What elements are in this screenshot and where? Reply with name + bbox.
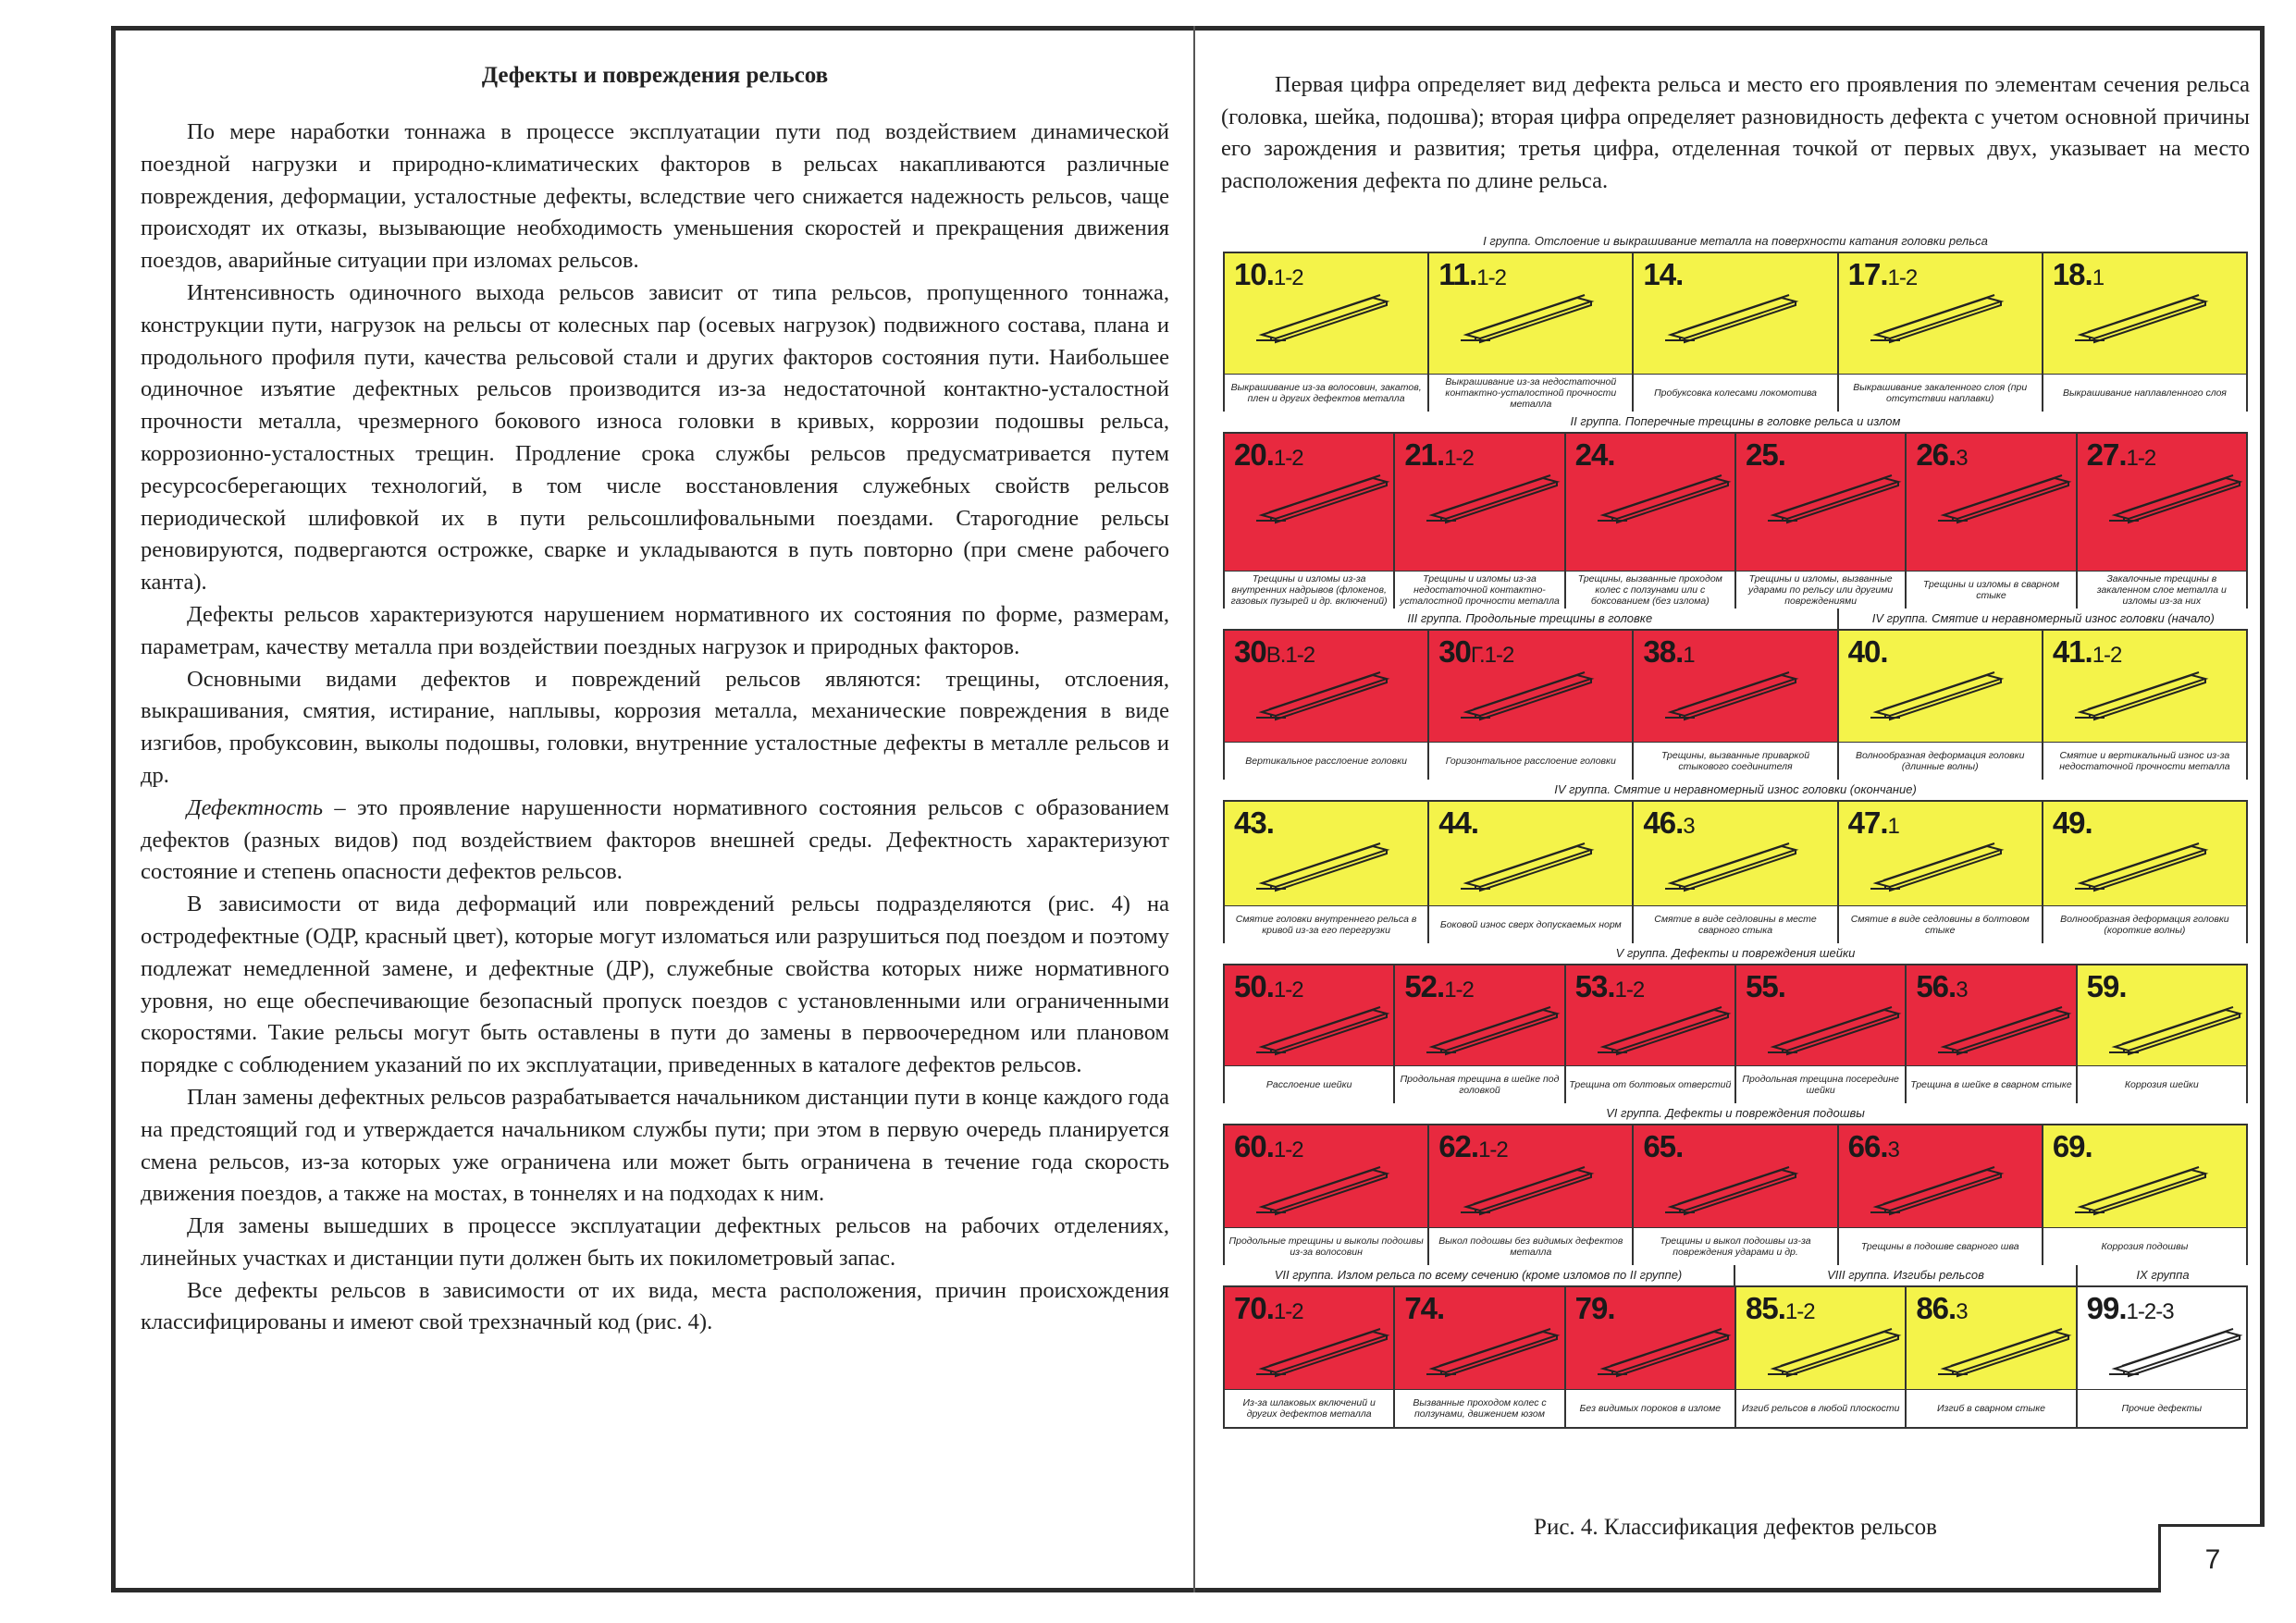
defect-code-sub: 1-2 (1273, 977, 1303, 1002)
defect-caption: Трещины и изломы из-за внутренних надрывов (флокенов, газовых пузырей и др. включений) (1225, 571, 1393, 609)
defect-caption: Коррозия шейки (2078, 1065, 2246, 1103)
defect-code-main: 85. (1745, 1291, 1785, 1325)
defect-code (1438, 634, 1513, 670)
defect-code-main: 46. (1643, 805, 1684, 840)
defect-cell (2043, 253, 2246, 412)
defect-code-sub: Г.1-2 (1470, 643, 1514, 668)
rail-drawing-icon (1764, 1001, 1903, 1061)
defect-illustration (1736, 965, 1905, 1065)
defect-code-sub: 3 (1956, 446, 1968, 471)
defect-cell (1566, 434, 1736, 609)
defect-classification-figure (1223, 231, 2248, 1429)
defect-code-sub: 1-2 (1444, 446, 1474, 471)
defect-code-main: 14. (1643, 257, 1684, 291)
defect-row (1223, 800, 2248, 943)
rail-drawing-icon (1594, 469, 1733, 529)
defect-caption: Прочие дефекты (2078, 1389, 2246, 1427)
defect-caption: Трещины и выкол подошвы из-за повреждения ударами и др. (1634, 1227, 1836, 1265)
defect-cell (1225, 1125, 1429, 1265)
defect-illustration (1225, 434, 1393, 571)
defect-code-main: 62. (1438, 1129, 1479, 1163)
defect-code (1643, 634, 1694, 670)
defect-illustration (2043, 1125, 2246, 1227)
defect-code-main: 52. (1404, 969, 1445, 1003)
rail-drawing-icon (1867, 837, 2006, 897)
group-header: VI группа. Дефекты и повреждения подошвы (1606, 1106, 1865, 1120)
defect-illustration (1839, 253, 2042, 374)
defect-code (2053, 1129, 2092, 1164)
defect-code-sub: В.1-2 (1265, 643, 1315, 668)
defect-illustration (1839, 631, 2042, 742)
defect-caption: Смятие в виде седловины в болтовом стыке (1839, 905, 2042, 943)
defect-caption: Трещины, вызванные приваркой стыкового соединителя (1634, 742, 1836, 780)
defect-illustration (2078, 1287, 2246, 1389)
defect-cell (1634, 631, 1838, 780)
rail-drawing-icon (1457, 666, 1596, 726)
defect-code (2053, 257, 2104, 292)
defect-caption: Выкрашивание закаленного слоя (при отсутствии наплавки) (1839, 374, 2042, 412)
defect-code (1848, 257, 1918, 292)
defect-illustration (2078, 965, 2246, 1065)
rail-drawing-icon (1457, 1161, 1596, 1221)
defect-illustration (1634, 253, 1836, 374)
defect-code (1234, 257, 1303, 292)
defect-cell (1225, 965, 1395, 1103)
defect-cell (1225, 802, 1429, 943)
rail-drawing-icon (1594, 1322, 1733, 1383)
defect-cell (1225, 253, 1429, 412)
defect-row (1223, 964, 2248, 1103)
defect-code (1404, 969, 1474, 1004)
rail-drawing-icon (1661, 289, 1800, 349)
defect-code-main: 21. (1404, 437, 1445, 472)
rail-drawing-icon (1253, 1161, 1391, 1221)
defect-code (1404, 1291, 1444, 1326)
defect-caption: Выкрашивание из-за недостаточной контактно-усталостной прочности металла (1429, 374, 1632, 412)
defect-cell (2043, 631, 2246, 780)
defect-illustration (2078, 434, 2246, 571)
defect-cell (1634, 253, 1838, 412)
paragraph: Для замены вышедших в процессе эксплуатации дефектных рельсов на рабочих отделениях, линейных участках и дистанции пути должен быть их покилометровый запас. (141, 1213, 1169, 1271)
rail-drawing-icon (1867, 666, 2006, 726)
defect-cell (1736, 434, 1907, 609)
defect-caption: Пробуксовка колесами локомотива (1634, 374, 1836, 412)
defect-caption: Из-за шлаковых включений и других дефектов металла (1225, 1389, 1393, 1427)
defect-code-main: 99. (2086, 1291, 2127, 1325)
defect-code-main: 53. (1574, 969, 1615, 1003)
defect-code-sub: 1-2 (1273, 1299, 1303, 1324)
rail-drawing-icon (1253, 469, 1391, 529)
defect-code (1575, 1291, 1615, 1326)
defect-code (1643, 257, 1683, 292)
defect-code-sub: 1-2 (2092, 643, 2122, 668)
defect-code-sub: 1-2 (1784, 1299, 1815, 1324)
defect-code (1916, 1291, 1967, 1326)
defect-code-sub: 1-2 (1478, 1137, 1508, 1162)
defect-cell (2043, 1125, 2246, 1265)
rail-drawing-icon (1253, 289, 1391, 349)
rail-drawing-icon (1253, 1322, 1391, 1383)
defect-code (1575, 969, 1645, 1004)
defect-code (1848, 805, 1899, 841)
defect-code-main: 30 (1234, 634, 1266, 669)
group-header: III группа. Продольные трещины в головке (1407, 611, 1653, 625)
defect-caption: Выкол подошвы без видимых дефектов металла (1429, 1227, 1632, 1265)
defect-code-sub: 1-2 (1887, 265, 1918, 290)
defect-caption: Коррозия подошвы (2043, 1227, 2246, 1265)
defect-code-sub: 3 (1956, 1299, 1968, 1324)
group-header: VIII группа. Изгибы рельсов (1734, 1265, 2076, 1285)
defect-code-main: 38. (1643, 634, 1684, 669)
defect-code-main: 27. (2086, 437, 2127, 472)
defect-row (1223, 1285, 2248, 1429)
defect-caption: Выкрашивание наплавленного слоя (2043, 374, 2246, 412)
rail-drawing-icon (2105, 1001, 2244, 1061)
rail-drawing-icon (2071, 666, 2210, 726)
defect-cell (1907, 965, 2077, 1103)
group-header: V группа. Дефекты и повреждения шейки (1615, 946, 1856, 960)
page-number: 7 (2158, 1524, 2265, 1592)
defect-cell (1395, 965, 1565, 1103)
page-title: Дефекты и повреждения рельсов (481, 63, 829, 88)
defect-code (2053, 805, 2092, 841)
defect-illustration (1429, 802, 1632, 905)
rail-drawing-icon (1423, 469, 1562, 529)
defect-code-main: 59. (2086, 969, 2127, 1003)
defect-code-main: 55. (1745, 969, 1785, 1003)
defect-code (1746, 1291, 1815, 1326)
paragraph: Интенсивность одиночного выхода рельсов зависит от типа рельсов, пропущенного тоннажа, конструкции пути, нагрузок на рельсы от колесных пар (осевых нагрузок) подвижного состава, плана и продольного профиля пути, качества рельсовой стали и других факторов состояния пути. Наибольшее одиночное изъятие дефектных рельсов производится из-за недостаточной контактно-усталостной прочности металла, чрезмерного бокового износа головки в кривых, коррозии подошвы рельса, коррозионно-усталостных трещин. Продление срока службы рельсов предусматривается путем ресурсосберегающих технологий, в том числе восстановления служебных свойств рельсов периодической шлифовкой их в пути рельсошлифовальными поездами. Старогодние рельсы реновируются, подвергаются острожке, сварке и укладываются в путь повторно (при смене рабочего канта). (141, 279, 1169, 596)
defect-illustration (1566, 434, 1734, 571)
defect-code-main: 79. (1574, 1291, 1615, 1325)
defect-caption: Горизонтальное расслоение головки (1429, 742, 1632, 780)
defect-illustration (1907, 1287, 2075, 1389)
group-header-row (1223, 609, 2248, 629)
defect-code-sub: 1 (1887, 814, 1899, 839)
defect-caption: Продольная трещина посередине шейки (1736, 1065, 1905, 1103)
defect-caption: Трещины и изломы в сварном стыке (1907, 571, 2075, 609)
defect-cell (2043, 802, 2246, 943)
defect-code (1575, 437, 1615, 473)
defect-illustration (2043, 802, 2246, 905)
defect-code-main: 74. (1404, 1291, 1445, 1325)
defect-cell (1839, 253, 2043, 412)
defect-cell (1395, 1287, 1565, 1427)
defect-row (1223, 1124, 2248, 1265)
defect-cell (1225, 1287, 1395, 1427)
paragraph: По мере наработки тоннажа в процессе эксплуатации пути под воздействием динамической поездной нагрузки и природно-климатических факторов в рельсах накапливаются различные повреждения, деформации, усталостные дефекты, вследствие чего снижается надежность рельсов, чаще происходят их отказы, вызывающие необходимость уменьшения скоростей и прекращения движения поездов, аварийные ситуации при изломах рельсов. (141, 119, 1169, 274)
defect-caption: Боковой износ сверх допускаемых норм (1429, 905, 1632, 943)
group-header: II группа. Поперечные трещины в головке рельса и излом (1570, 414, 1901, 428)
defect-caption: Волнообразная деформация головки (короткие волны) (2043, 905, 2246, 943)
rail-drawing-icon (1934, 1001, 2073, 1061)
paragraph: Все дефекты рельсов в зависимости от их вида, места расположения, причин происхождения классифицированы и имеют свой трехзначный код (рис. 4). (141, 1277, 1169, 1335)
defect-illustration (1395, 1287, 1563, 1389)
defect-caption: Трещина от болтовых отверстий (1566, 1065, 1734, 1103)
defect-cell (1634, 1125, 1838, 1265)
group-header: VII группа. Излом рельса по всему сечению (кроме изломов по II группе) (1274, 1268, 1683, 1282)
defect-illustration (1429, 253, 1632, 374)
defect-code-sub: 1-2 (1273, 265, 1303, 290)
defect-illustration (1634, 631, 1836, 742)
rail-drawing-icon (1594, 1001, 1733, 1061)
defect-caption: Изгиб рельсов в любой плоскости (1736, 1389, 1905, 1427)
defect-illustration (1225, 802, 1427, 905)
paragraph-definition (141, 793, 1169, 889)
rail-drawing-icon (1867, 1161, 2006, 1221)
rail-drawing-icon (1661, 1161, 1800, 1221)
defect-code-sub: 1-2 (1614, 977, 1645, 1002)
defect-cell (1839, 802, 2043, 943)
defect-caption: Смятие головки внутреннего рельса в кривой из-за его перегрузки (1225, 905, 1427, 943)
defect-code (1643, 1129, 1683, 1164)
defect-code (1234, 1291, 1303, 1326)
defect-code-main: 56. (1916, 969, 1957, 1003)
defect-caption: Трещины и изломы, вызванные ударами по рельсу или другими повреждениями (1736, 571, 1905, 609)
rail-drawing-icon (1457, 837, 1596, 897)
defect-cell (1225, 434, 1395, 609)
defect-caption: Смятие в виде седловины в месте сварного стыка (1634, 905, 1836, 943)
defect-cell (1225, 631, 1429, 780)
defect-illustration (1736, 1287, 1905, 1389)
column-divider (1193, 26, 1195, 1592)
defect-code-main: 11. (1438, 257, 1477, 291)
defect-cell (1907, 1287, 2077, 1427)
defect-code (1234, 969, 1303, 1004)
defect-code-main: 10. (1234, 257, 1274, 291)
defect-code-main: 26. (1916, 437, 1957, 472)
defect-illustration (1907, 965, 2075, 1065)
defect-caption: Смятие и вертикальный износ из-за недостаточной прочности металла (2043, 742, 2246, 780)
defect-term: Дефектность (187, 794, 324, 820)
defect-cell (1566, 1287, 1736, 1427)
defect-code-main: 70. (1234, 1291, 1274, 1325)
defect-code-sub: 1-2 (1273, 446, 1303, 471)
defect-code-main: 50. (1234, 969, 1274, 1003)
defect-code (2087, 969, 2127, 1004)
left-column (141, 63, 1169, 1339)
defect-illustration (1839, 802, 2042, 905)
defect-illustration (2043, 631, 2246, 742)
defect-code (1438, 1129, 1508, 1164)
defect-code (2053, 634, 2122, 670)
defect-caption: Трещина в шейке в сварном стыке (1907, 1065, 2075, 1103)
defect-code-main: 60. (1234, 1129, 1274, 1163)
defect-row (1223, 432, 2248, 609)
defect-cell (1736, 1287, 1907, 1427)
defect-illustration (1634, 1125, 1836, 1227)
defect-code-main: 24. (1574, 437, 1615, 472)
defect-illustration (1736, 434, 1905, 571)
defect-cell (1907, 434, 2077, 609)
defect-code (1404, 437, 1474, 473)
rail-drawing-icon (1253, 666, 1391, 726)
defect-code-main: 18. (2052, 257, 2092, 291)
defect-code-sub: 1-2 (1273, 1137, 1303, 1162)
defect-cell (2078, 434, 2246, 609)
defect-cell (1429, 802, 1634, 943)
defect-code-main: 44. (1438, 805, 1479, 840)
defect-code-main: 41. (2052, 634, 2092, 669)
defect-code (1916, 437, 1967, 473)
defect-illustration (1395, 434, 1563, 571)
defect-cell (1634, 802, 1838, 943)
defect-code-main: 65. (1643, 1129, 1684, 1163)
defect-definition: – это проявление нарушенности нормативного состояния рельсов с образованием дефектов (разных видов) под воздействием факторов внешней среды. Дефектность характеризуют состояние и степень опасности дефектов рельсов. (141, 794, 1169, 885)
defect-illustration (2043, 253, 2246, 374)
defect-caption: Трещины в подошве сварного шва (1839, 1227, 2042, 1265)
rail-drawing-icon (2071, 837, 2210, 897)
rail-drawing-icon (1253, 837, 1391, 897)
rail-drawing-icon (1423, 1322, 1562, 1383)
rail-drawing-icon (1764, 1322, 1903, 1383)
defect-code (1234, 634, 1315, 670)
defect-illustration (1429, 1125, 1632, 1227)
figure-caption: Рис. 4. Классификация дефектов рельсов (1534, 1515, 1937, 1540)
rail-drawing-icon (1934, 469, 2073, 529)
defect-code-main: 49. (2052, 805, 2092, 840)
defect-cell (1839, 631, 2043, 780)
defect-code-main: 25. (1745, 437, 1785, 472)
defect-cell (1566, 965, 1736, 1103)
defect-caption: Закалочные трещины в закаленном слое металла и изломы из-за них (2078, 571, 2246, 609)
defect-code (1234, 437, 1303, 473)
defect-code-sub: 1-2 (2126, 446, 2156, 471)
defect-code-sub: 1 (2092, 265, 2105, 290)
defect-code-sub: 3 (1683, 814, 1695, 839)
defect-cell (1429, 253, 1634, 412)
defect-code-main: 47. (1847, 805, 1888, 840)
defect-code (2087, 1291, 2174, 1326)
defect-code-sub: 3 (1956, 977, 1968, 1002)
defect-code-sub: 1-2 (1476, 265, 1506, 290)
group-header-row (1223, 1265, 2248, 1285)
defect-caption: Продольные трещины и выколы подошвы из-за волосовин (1225, 1227, 1427, 1265)
defect-illustration (1566, 1287, 1734, 1389)
defect-caption: Трещины, вызванные проходом колес с ползунами или с боксованием (без излома) (1566, 571, 1734, 609)
defect-code-main: 30 (1438, 634, 1471, 669)
defect-code-main: 17. (1847, 257, 1888, 291)
rail-drawing-icon (1253, 1001, 1391, 1061)
defect-cell (2078, 965, 2246, 1103)
defect-cell (1839, 1125, 2043, 1265)
rail-drawing-icon (1661, 666, 1800, 726)
defect-code-sub: 1-2 (1444, 977, 1474, 1002)
defect-caption: Вызванные проходом колес с ползунами, движением юзом (1395, 1389, 1563, 1427)
defect-caption: Трещины и изломы из-за недостаточной контактно-усталостной прочности металла (1395, 571, 1563, 609)
defect-caption: Вертикальное расслоение головки (1225, 742, 1427, 780)
defect-code (1916, 969, 1967, 1004)
defect-code (1234, 1129, 1303, 1164)
defect-cell (1429, 1125, 1634, 1265)
defect-caption: Без видимых пороков в изломе (1566, 1389, 1734, 1427)
defect-row (1223, 629, 2248, 780)
rail-drawing-icon (1661, 837, 1800, 897)
defect-caption: Расслоение шейки (1225, 1065, 1393, 1103)
defect-illustration (1225, 1287, 1393, 1389)
rail-drawing-icon (2071, 1161, 2210, 1221)
rail-drawing-icon (1934, 1322, 2073, 1383)
defect-caption: Волнообразная деформация головки (длинные волны) (1839, 742, 2042, 780)
defect-illustration (1566, 965, 1734, 1065)
group-header: IV группа. Смятие и неравномерный износ головки (начало) (1837, 609, 2248, 629)
defect-code-main: 66. (1847, 1129, 1888, 1163)
defect-code (1643, 805, 1694, 841)
defect-illustration (1225, 631, 1427, 742)
defect-illustration (1907, 434, 2075, 571)
intro-paragraph: Первая цифра определяет вид дефекта рельса и место его проявления по элементам сечения рельса (головка, шейка, подошва); вторая цифра определяет разновидность дефекта с учетом основной причины его зарождения и развития; третья цифра, отделенная точкой от первых двух, указывает на место расположения дефекта по длине рельса. (1221, 72, 2250, 193)
rail-drawing-icon (2105, 469, 2244, 529)
defect-cell (1395, 434, 1565, 609)
paragraph: Дефекты рельсов характеризуются нарушением нормативного их состояния по форме, размерам, параметрам, качеству металла при воздействии поездных нагрузок и природных факторов. (141, 601, 1169, 659)
defect-code-sub: 3 (1887, 1137, 1899, 1162)
defect-code (1234, 805, 1274, 841)
paragraph: План замены дефектных рельсов разрабатывается начальником дистанции пути в конце каждого года на предстоящий год и утверждается начальником службы пути; при этом в первую очередь планируется смена рельсов, из-за которых уже ограничена или может быть ограничена в течение года скорость движения поездов, а также на мостах, в тоннелях и на подходах к ним. (141, 1084, 1169, 1207)
defect-illustration (1225, 1125, 1427, 1227)
defect-illustration (1839, 1125, 2042, 1227)
group-header: IV группа. Смятие и неравномерный износ головки (окончание) (1554, 782, 1917, 796)
defect-code-main: 43. (1234, 805, 1274, 840)
paragraph: В зависимости от вида деформаций или повреждений рельсы подразделяются (рис. 4) на остродефектные (ОДР, красный цвет), которые могут изломаться или разрушиться под поездом и поэтому подлежат немедленной замене, и дефектные (ДР), служебные свойства которых ниже нормативного уровня, но еще обеспечивающие безопасный пропуск поездов с установленными или ограниченными скоростями. Такие рельсы могут быть оставлены в пути до замены в первоочередном или плановом порядке с соблюдением указаний по их эксплуатации, приведенных в каталоге дефектов рельсов. (141, 891, 1169, 1078)
defect-code-main: 20. (1234, 437, 1274, 472)
defect-illustration (1225, 965, 1393, 1065)
defect-code-sub: 1-2-3 (2126, 1299, 2174, 1324)
defect-code (1438, 257, 1506, 292)
defect-code-sub: 1 (1683, 643, 1695, 668)
rail-drawing-icon (2071, 289, 2210, 349)
paragraph: Основными видами дефектов и повреждений рельсов являются: трещины, отслоения, выкрашивания, смятия, истирание, наплывы, коррозия металла, механические повреждения в виде изгибов, пробуксовин, выколы подошвы, головки, внутренние усталостные дефекты в металле рельсов и др. (141, 666, 1169, 788)
defect-caption: Продольная трещина в шейке под головкой (1395, 1065, 1563, 1103)
defect-code (2087, 437, 2156, 473)
defect-code (1438, 805, 1478, 841)
defect-illustration (1225, 253, 1427, 374)
defect-code (1746, 969, 1785, 1004)
defect-code-main: 86. (1916, 1291, 1957, 1325)
defect-illustration (1429, 631, 1632, 742)
group-header: IX группа (2076, 1265, 2248, 1285)
defect-code (1848, 634, 1888, 670)
defect-code-main: 69. (2052, 1129, 2092, 1163)
defect-cell (1736, 965, 1907, 1103)
defect-code (1746, 437, 1785, 473)
right-column (1221, 69, 2250, 197)
defect-caption: Выкрашивание из-за волосовин, закатов, плен и других дефектов металла (1225, 374, 1427, 412)
rail-drawing-icon (1423, 1001, 1562, 1061)
defect-cell (1429, 631, 1634, 780)
group-header: I группа. Отслоение и выкрашивание металла на поверхности катания головки рельса (1483, 234, 1988, 248)
defect-code (1848, 1129, 1899, 1164)
defect-cell (2078, 1287, 2246, 1427)
rail-drawing-icon (1867, 289, 2006, 349)
defect-caption: Изгиб в сварном стыке (1907, 1389, 2075, 1427)
defect-code-main: 40. (1847, 634, 1888, 669)
rail-drawing-icon (1764, 469, 1903, 529)
rail-drawing-icon (2105, 1322, 2244, 1383)
defect-row (1223, 252, 2248, 412)
defect-illustration (1395, 965, 1563, 1065)
rail-drawing-icon (1457, 289, 1596, 349)
defect-illustration (1634, 802, 1836, 905)
